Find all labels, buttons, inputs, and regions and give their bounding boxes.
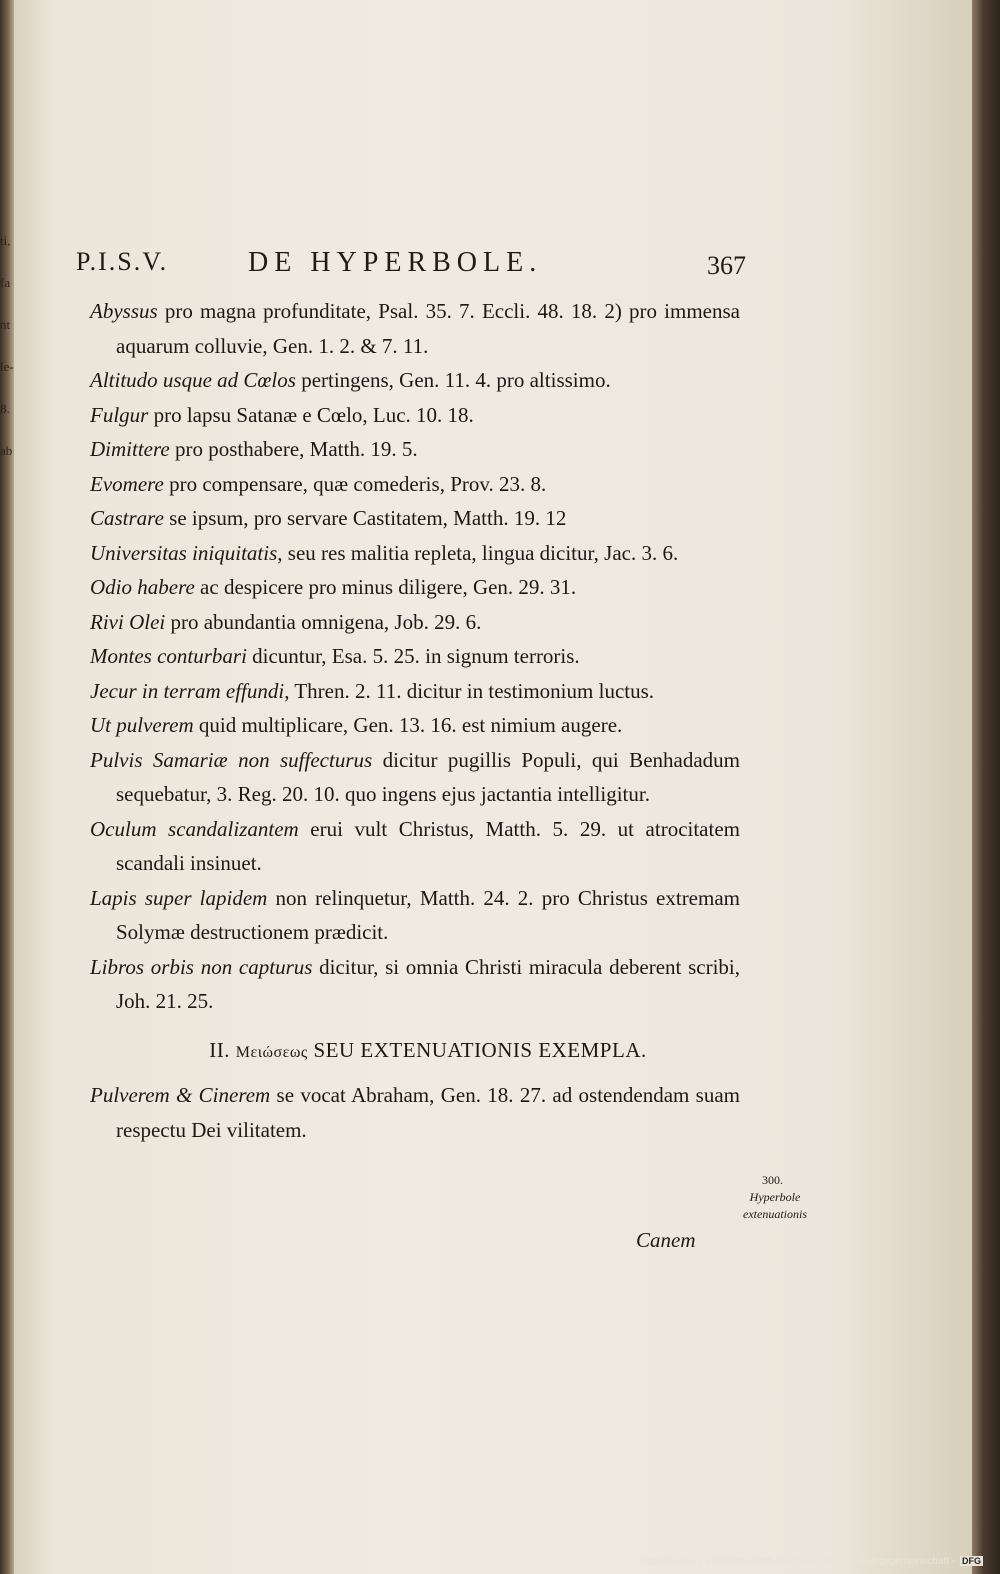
credit-text: Digitalisierung gefördert durch die Deutsche Forschungsgemeinschaft - — [640, 1556, 956, 1567]
entry-term: Rivi Olei — [90, 609, 166, 634]
entry-dimittere — [90, 432, 740, 467]
entry-term: Libros orbis non capturus — [90, 954, 313, 979]
entry-text: , Thren. 2. 11. dicitur in testimonium luctus. — [284, 678, 655, 703]
entry-text: se vocat Abraham, Gen. 18. 27. ad ostendendam suam respectu Dei vilitatem. — [116, 1083, 741, 1142]
page-number: 367 — [707, 251, 746, 280]
entry-term: Pulvis Samariæ non suffecturus — [90, 747, 373, 772]
section-title: SEU EXTENUATIONIS EXEMPLA. — [313, 1037, 647, 1062]
entry-text: erui vult Christus, Matth. 5. 29. ut atrocitatem scandali insinuet. — [116, 816, 740, 875]
fragment: nt — [0, 317, 11, 332]
entry-fulgur — [90, 398, 740, 433]
fragment: ti, — [0, 233, 11, 248]
fragment: le- — [0, 359, 14, 374]
entry-text: ac despicere pro minus diligere, Gen. 29. 31. — [194, 575, 577, 599]
header-signature: P.I.S.V. — [76, 247, 169, 276]
entry-term: Altitudo usque ad Cœlos — [90, 368, 296, 392]
entry-castrare — [90, 501, 740, 536]
entry-pulverem-cinerem — [90, 1078, 740, 1147]
section-greek-word: Μειώσεως — [235, 1043, 308, 1061]
entry-term: Universitas iniquitatis — [90, 540, 278, 565]
entry-ut-pulverem — [90, 708, 740, 743]
entry-term: Lapis super lapidem — [90, 885, 268, 910]
catchword: Canem — [636, 1228, 696, 1252]
section-numeral: II. — [209, 1037, 230, 1062]
entry-text: pertingens, Gen. 11. 4. pro altissimo. — [295, 368, 611, 392]
entry-montes — [90, 639, 740, 674]
marginal-number: 300. — [762, 1173, 783, 1187]
entry-evomere — [90, 467, 740, 502]
entry-text: non relinquetur, Matth. 24. 2. pro Christus extremam Solymæ destructionem prædicit. — [116, 885, 740, 944]
entry-term: Evomere — [90, 471, 164, 496]
entry-abyssus — [90, 294, 740, 363]
entry-term: Oculum scandalizantem — [90, 816, 299, 841]
entry-pulvis-samariae — [90, 743, 740, 812]
entry-text: dicuntur, Esa. 5. 25. in signum terroris. — [246, 644, 580, 668]
fragment: ab — [0, 443, 13, 458]
fragment: 8. — [0, 401, 10, 416]
section-heading — [90, 1033, 740, 1071]
entry-text: , seu res malitia repleta, lingua dicitur, Jac. 3. 6. — [277, 540, 679, 565]
entry-term: Fulgur — [90, 402, 149, 427]
entry-text: dicitur, si omnia Christi miracula deberent scribi, Joh. 21. 25. — [116, 954, 740, 1013]
running-header — [76, 243, 746, 283]
entry-odio-habere — [90, 570, 740, 605]
entry-text: pro posthabere, Matth. 19. 5. — [169, 437, 418, 461]
entry-text: pro magna profunditate, Psal. 35. 7. Eccli. 48. 18. 2) pro immensa aquarum colluvie, Gen. 1. 2. & 7. 11. — [116, 299, 740, 358]
entry-text: dicitur pugillis Populi, qui Benhadadum sequebatur, 3. Reg. 20. 10. quo ingens ejus jactantia intelligitur. — [116, 747, 740, 806]
entry-term: Ut pulverem — [90, 713, 194, 737]
digitization-credit — [640, 1556, 980, 1567]
header-title: DE HYPERBOLE. — [248, 247, 543, 278]
entry-term: Montes conturbari — [90, 644, 247, 668]
entry-text: quid multiplicare, Gen. 13. 16. est nimium augere. — [193, 713, 623, 737]
marginal-note — [740, 1172, 810, 1223]
entry-term: Pulverem & Cinerem — [90, 1083, 271, 1107]
entry-term: Abyssus — [90, 299, 158, 323]
binding-right-edge — [972, 0, 1000, 1574]
left-page-fragments — [0, 220, 14, 472]
dfg-logo: DFG — [961, 1556, 981, 1566]
page-body — [90, 294, 740, 1147]
entry-rivi-olei — [90, 605, 740, 640]
entry-term: Castrare — [90, 506, 164, 530]
fragment: fa — [0, 275, 11, 290]
entry-libros — [90, 950, 740, 1019]
entry-jecur — [90, 674, 740, 709]
entry-term: Odio habere — [90, 575, 195, 599]
entry-text: pro lapsu Satanæ e Cœlo, Luc. 10. 18. — [148, 402, 474, 427]
entry-altitudo — [90, 363, 740, 398]
entry-text: pro compensare, quæ comederis, Prov. 23. 8. — [163, 471, 547, 496]
marginal-text: Hyperbole extenuationis — [743, 1190, 807, 1221]
entry-oculum — [90, 812, 740, 881]
entry-text: se ipsum, pro servare Castitatem, Matth. 19. 12 — [163, 506, 567, 530]
entry-universitas — [90, 536, 740, 571]
entry-term: Jecur in terram effundi — [90, 678, 285, 703]
entry-text: pro abundantia omnigena, Job. 29. 6. — [165, 609, 482, 634]
entry-term: Dimittere — [90, 437, 170, 461]
entry-lapis — [90, 881, 740, 950]
